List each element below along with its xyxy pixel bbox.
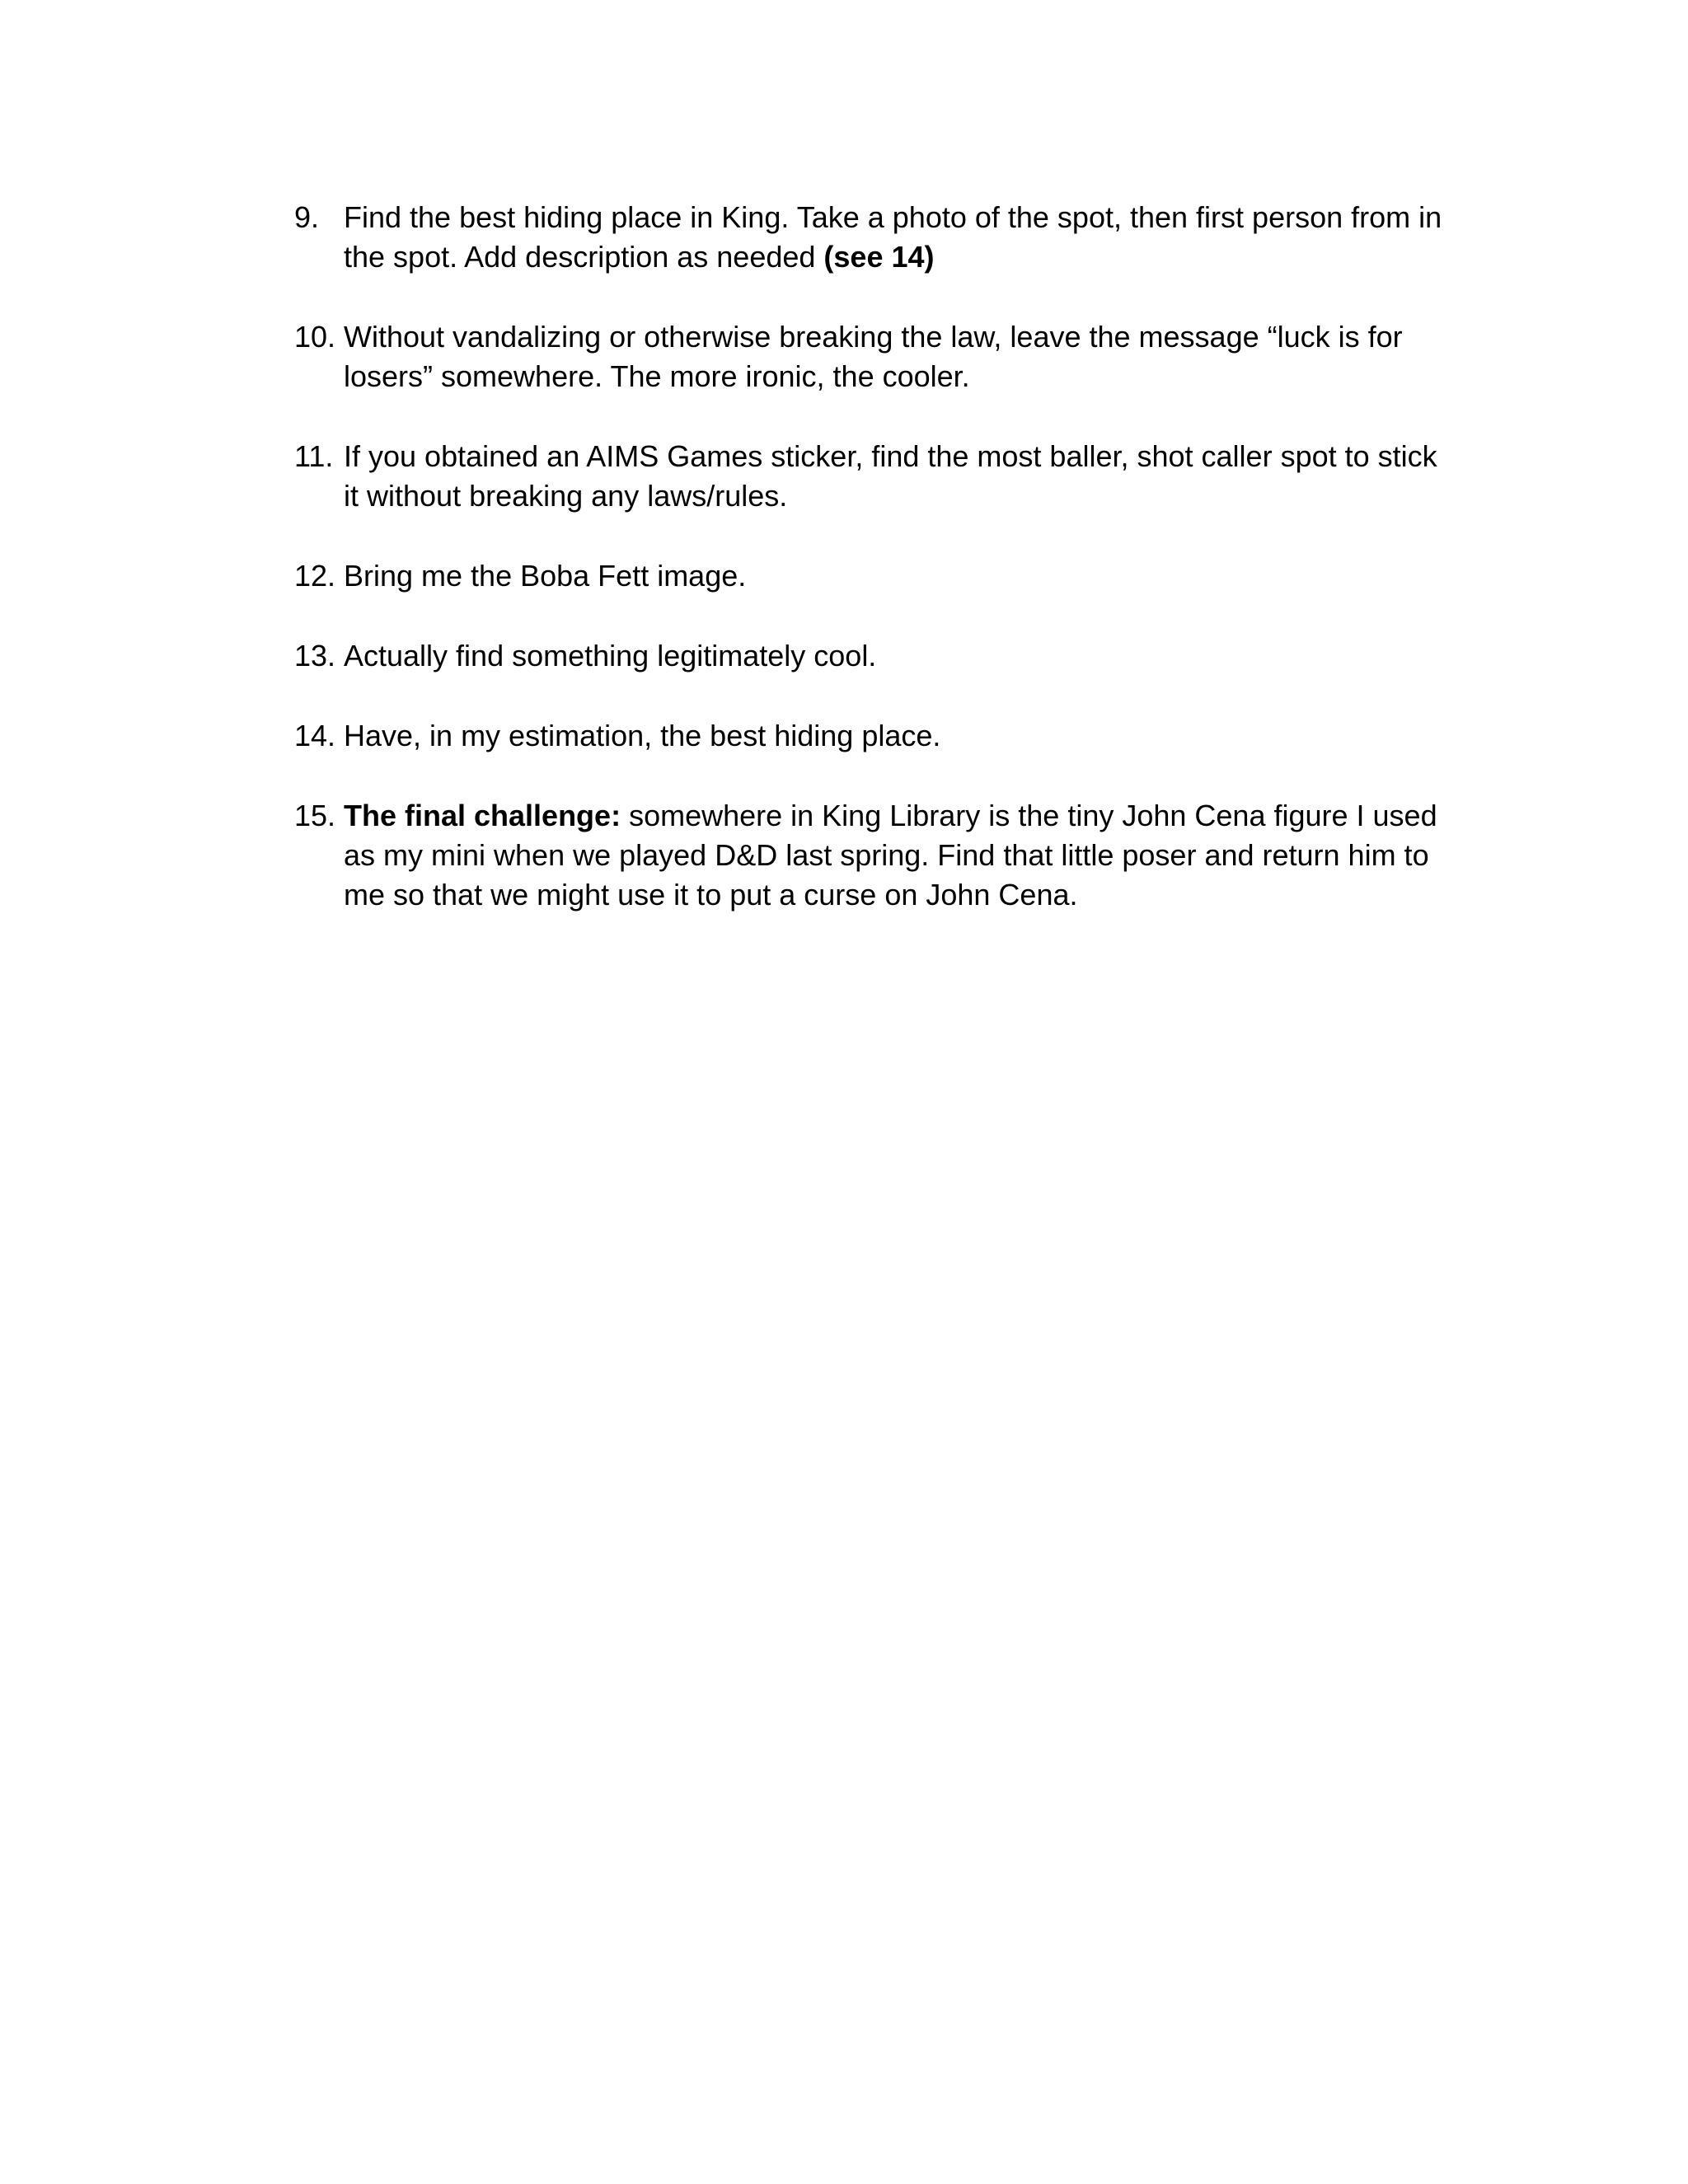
bold-suffix: (see 14): [823, 240, 935, 274]
list-number: 9.: [294, 200, 320, 234]
item-body: Actually find something legitimately cool.: [344, 639, 877, 673]
list-number: 15.: [294, 799, 336, 832]
list-item-13: [294, 636, 1448, 676]
item-body: Bring me the Boba Fett image.: [344, 559, 747, 593]
item-body: If you obtained an AIMS Games sticker, find the most baller, shot caller spot to stick it without breaking any laws/rules.: [344, 439, 1437, 513]
list-item-9: [294, 198, 1448, 277]
item-body: Find the best hiding place in King. Take a photo of the spot, then first person from in the spot. Add description as needed: [344, 200, 1442, 274]
list-item-14: [294, 716, 1448, 756]
item-body: somewhere in King Library is the tiny John Cena figure I used as my mini when we played D&D last spring. Find that little poser and return him to me so that we might use it to put a curse on John Cena.: [344, 799, 1437, 912]
numbered-list: [294, 198, 1448, 955]
list-number: 13.: [294, 639, 336, 673]
item-body: Have, in my estimation, the best hiding place.: [344, 719, 941, 752]
list-number: 14.: [294, 719, 336, 752]
bold-prefix: The final challenge:: [344, 799, 621, 832]
list-number: 10.: [294, 320, 336, 354]
list-item-text: [344, 198, 1448, 277]
list-item-15: [294, 796, 1448, 915]
list-item-text: [344, 796, 1448, 915]
list-item-12: [294, 556, 1448, 596]
list-item-11: [294, 437, 1448, 516]
list-number: 11.: [294, 439, 334, 473]
item-body: Without vandalizing or otherwise breaking the law, leave the message “luck is for losers” somewhere. The more ironic, the cooler.: [344, 320, 1403, 393]
list-item-text: [344, 437, 1448, 516]
list-item-text: [344, 716, 1448, 756]
list-number: 12.: [294, 559, 336, 593]
list-item-text: [344, 556, 1448, 596]
list-item-text: [344, 317, 1448, 396]
list-item-text: [344, 636, 1448, 676]
list-item-10: [294, 317, 1448, 396]
